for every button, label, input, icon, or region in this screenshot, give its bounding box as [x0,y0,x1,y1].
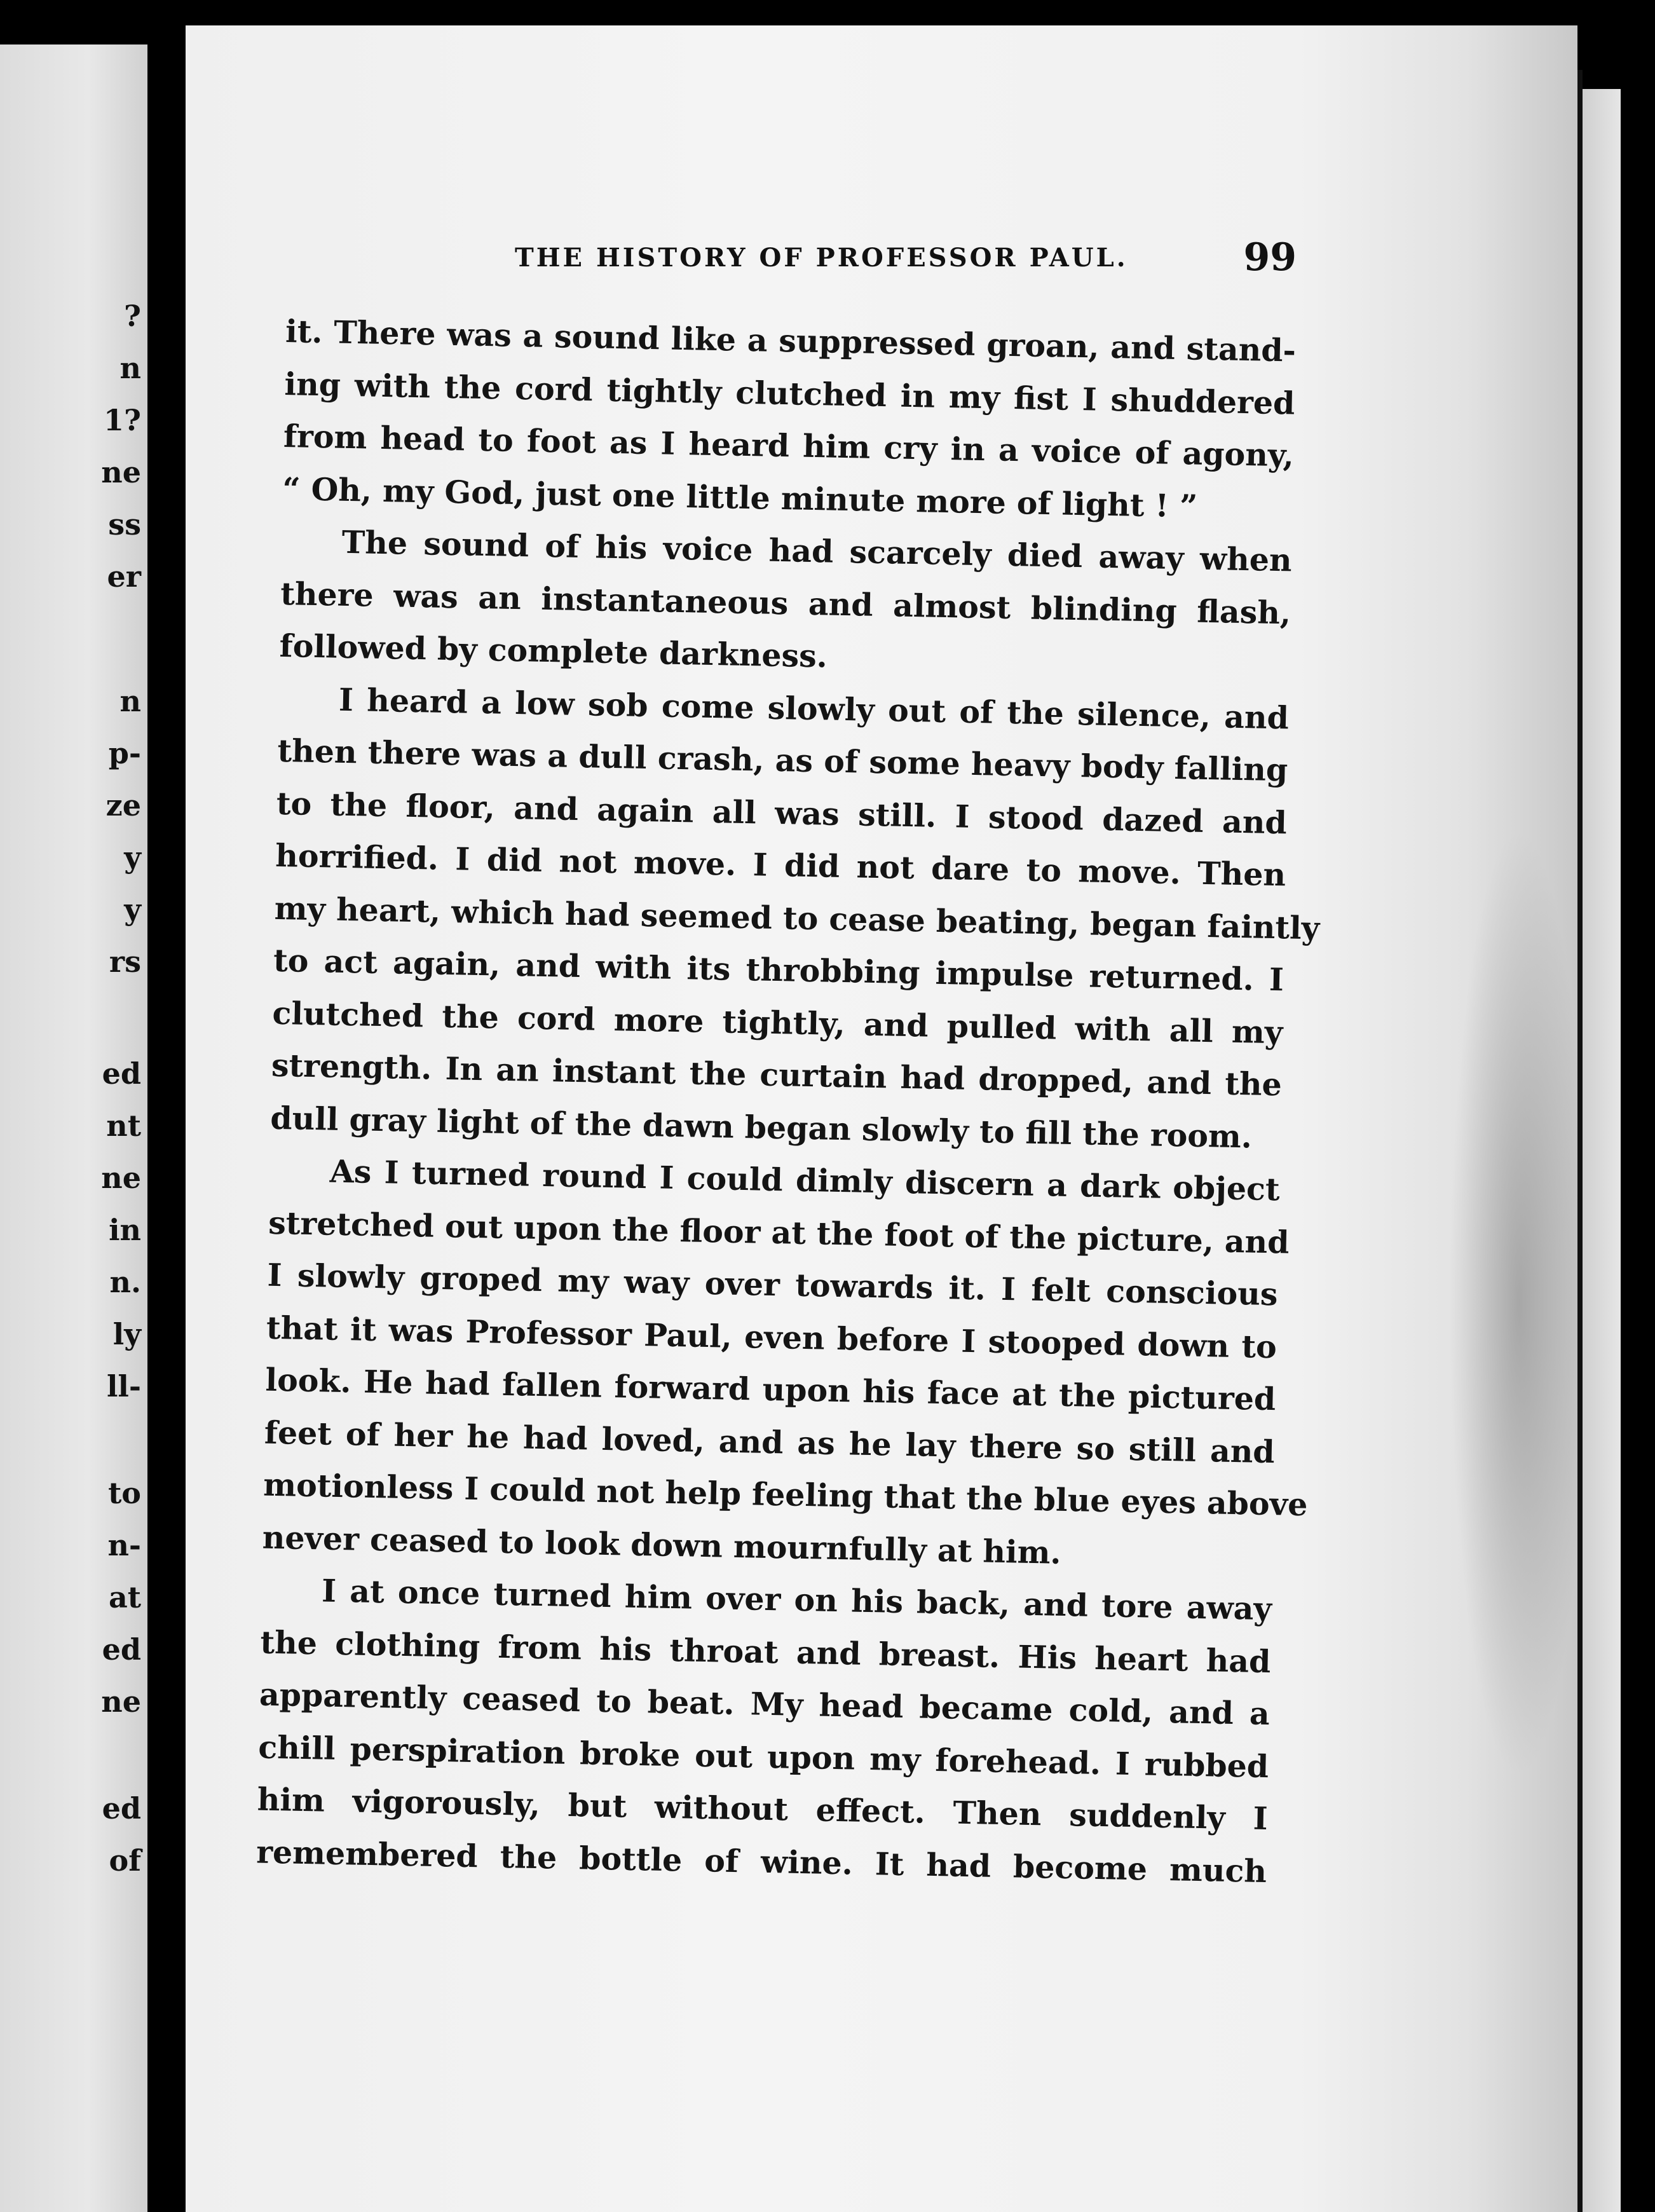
left-fragment: ? [124,299,141,333]
left-fragment: n- [107,1528,141,1562]
text-line: to the floor, and again all was still. I stood dazed and [276,784,1288,841]
text-line: remembered the bottle of wine. It had become much [255,1833,1267,1890]
text-line: that it was Professor Paul, even before I stooped down to [266,1309,1277,1365]
text-line: to act again, and with its throbbing impulse returned. I [273,941,1284,999]
left-page-text-fragments [0,44,147,2212]
text-line: look. He had fallen forward upon his face at the pictured [264,1361,1276,1418]
text-line: never ceased to look down mournfully at him. [262,1519,1062,1571]
left-facing-page [0,44,147,2212]
text-line: motionless I could not help feeling that the blue eyes above [262,1466,1308,1524]
left-fragment: 1? [104,403,141,437]
underlying-pages [1583,89,1621,2212]
text-line: clutched the cord more tightly, and pulled with all my [272,994,1283,1051]
text-line: my heart, which had seemed to cease beating, began faintly [274,889,1320,946]
text-line: strength. In an instant the curtain had dropped, and the [271,1046,1283,1103]
left-fragment: ed [102,1632,141,1667]
left-fragment: rs [109,945,141,979]
text-line: horrified. I did not move. I did not dare to move. Then [275,836,1286,894]
left-fragment: in [109,1213,141,1247]
text-line: followed by complete darkness. [279,627,828,675]
page-edge [1577,70,1583,2212]
text-line: from head to foot as I heard him cry in a voice of agony, [283,417,1295,474]
text-line: I slowly groped my way over towards it. I felt conscious [267,1256,1278,1313]
text-line: him vigorously, but without effect. Then suddenly I [257,1780,1269,1838]
left-fragment: y [124,840,141,875]
left-fragment: at [108,1580,141,1615]
body-text [255,305,1320,1897]
left-fragment: ll- [106,1369,141,1403]
running-head: THE HISTORY OF PROFESSOR PAUL. [515,243,1128,273]
left-fragment: nt [106,1109,141,1143]
page-header [515,235,1297,292]
left-fragment: ne [101,1684,141,1719]
text-line: the clothing from his throat and breast. His heart had [260,1623,1271,1680]
left-fragment: ne [101,455,141,489]
text-line: I heard a low sob come slowly out of the silence, and [338,681,1290,736]
left-fragment: to [108,1476,141,1510]
left-fragment: y [124,892,141,927]
left-fragment: ed [102,1791,141,1826]
text-line: I at once turned him over on his back, and tore away [321,1572,1272,1628]
left-fragment: n [119,684,141,718]
text-line: As I turned round I could dimly discern a dark object [329,1152,1281,1208]
text-line: stretched out upon the floor at the foot of the picture, and [268,1204,1290,1261]
left-fragment: n. [109,1265,141,1299]
left-fragment: er [107,559,141,594]
text-line: “ Oh, my God, just one little minute more of light ! ” [282,470,1198,525]
page-number: 99 [1243,235,1297,280]
text-line: feet of her he had loved, and as he lay there so still and [264,1414,1276,1470]
text-line: chill perspiration broke out upon my forehead. I rubbed [257,1728,1269,1785]
text-line: ing with the cord tightly clutched in my fist I shuddered [284,365,1295,421]
left-fragment: ed [102,1056,141,1091]
left-fragment: of [109,1843,141,1878]
left-fragment: ne [101,1161,141,1195]
text-line: dull gray light of the dawn began slowly to fill the room. [269,1099,1253,1155]
left-fragment: ze [106,788,141,823]
text-line: there was an instantaneous and almost blinding flash, [280,575,1291,631]
text-line: The sound of his voice had scarcely died away when [341,523,1293,579]
page-curl-shadow [1449,826,1589,1780]
book-gutter [147,25,186,2212]
left-fragment: n [119,351,141,385]
text-line: it. There was a sound like a suppressed groan, and stand- [285,312,1297,369]
left-fragment: ly [112,1317,141,1351]
left-fragment: ss [108,507,141,542]
left-fragment: p- [108,736,141,770]
text-line: then there was a dull crash, as of some heavy body falling [276,732,1288,789]
text-line: apparently ceased to beat. My head became cold, and a [259,1676,1270,1733]
